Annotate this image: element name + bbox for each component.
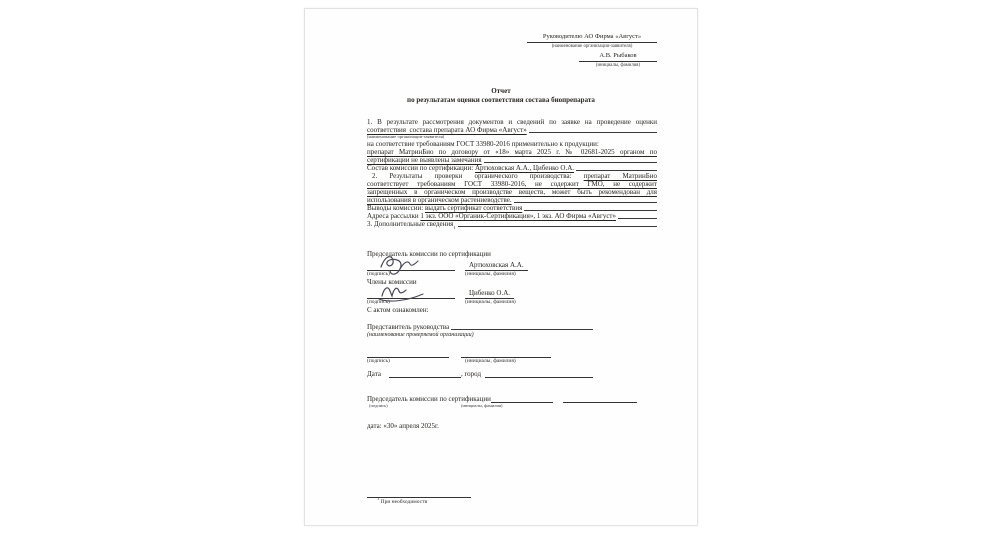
body-line	[367, 212, 657, 220]
footnote-sup: 1	[377, 496, 380, 502]
signature-line	[367, 269, 455, 271]
name-hint: (инициалы, фамилия)	[461, 403, 503, 408]
signature-line	[367, 297, 455, 299]
org-checked-hint: (наименование проверяемой организации)	[367, 332, 474, 338]
blank-underline	[529, 132, 657, 133]
blank-underline	[451, 329, 593, 330]
name-line	[461, 348, 551, 358]
signature-blank	[491, 394, 553, 403]
addressee-hint: (наименование организации-заявителя)	[551, 44, 633, 49]
final-chair-label: Председатель комиссии по сертификации	[367, 395, 491, 403]
body-line	[367, 148, 657, 156]
body-line	[367, 156, 657, 164]
members-label: Члены комиссии	[367, 278, 417, 286]
final-chair-row	[367, 394, 669, 403]
body-line	[367, 172, 657, 180]
body-underlined-text: запрещенных в органическом производстве веществ, может быть рекомендован для	[367, 188, 657, 196]
body-line	[367, 188, 657, 196]
commission-signature-block	[367, 250, 657, 314]
date-blank	[389, 369, 461, 378]
sign-hint: (подпись)	[367, 358, 390, 364]
footnote-label: При необходимости	[380, 499, 428, 505]
blank-underline	[576, 170, 657, 171]
document-title	[305, 87, 697, 105]
body-line	[367, 164, 657, 172]
city-blank	[485, 369, 593, 378]
addressee-signer-name: А.В. Рыбаков	[579, 52, 657, 62]
body-underlined-text: препарат МатринБио по договору от «18» марта 2025 г. № 02681-2025 органом по	[367, 148, 657, 156]
name-hint: (инициалы, фамилия)	[465, 299, 516, 305]
handwritten-signature-icon	[377, 252, 429, 276]
footnote-block	[367, 497, 657, 506]
representative-block	[367, 323, 657, 365]
date-city-row	[367, 369, 657, 378]
sign-hint: (подпись)	[369, 403, 388, 408]
body-underlined-text: сертификации не выявлены замечания	[367, 156, 482, 164]
body-label: 3. Дополнительные сведения	[367, 220, 454, 228]
final-chair-block	[367, 394, 669, 430]
body-underlined-text: соответствует требованиям ГОСТ 33980-2016, не содержит ГМО, не содержит	[367, 180, 657, 188]
chair-signature-row	[367, 258, 657, 271]
blank-underline	[618, 218, 657, 219]
final-hints	[367, 403, 669, 409]
body-line	[367, 180, 657, 188]
body-line: на соответствие требованиям ГОСТ 33980-2016 применительно к продукции:	[367, 140, 599, 148]
body-label: Адреса рассылки	[367, 212, 421, 220]
blank-underline	[484, 162, 657, 163]
body-line	[367, 126, 657, 134]
body-underlined-text: использования в органическом растениеводстве.	[367, 196, 512, 204]
body-underlined-text: соответствия состава препарата АО Фирма «Август»	[367, 126, 527, 134]
handwritten-signature-icon	[377, 282, 429, 304]
chair-label: Председатель комиссии по сертификации	[367, 250, 491, 258]
document-page	[304, 8, 698, 526]
body-label: Выводы комиссии:	[367, 204, 425, 212]
member-name: Цибенко О.А.	[465, 289, 514, 299]
name-hint: (инициалы, фамилия)	[465, 358, 516, 364]
signature-line	[367, 348, 449, 358]
org-hint: (наименование организации-заявителя)	[367, 134, 445, 139]
body-label: 2. Результаты проверки органического производства:	[372, 172, 584, 180]
addressee-block	[527, 33, 657, 69]
commission-members-value: Артюховская А.А., Цибенко О.А.	[474, 164, 575, 172]
addressee-line: Руководителю АО Фирма «Август»	[527, 33, 657, 43]
body-line	[367, 196, 657, 204]
footnote-text	[367, 498, 657, 506]
body-line: 1. В результате рассмотрения документов и сведений по заявке на проведение оценки	[367, 118, 657, 126]
title-line1: Отчет	[491, 87, 511, 95]
conclusion-value: выдать сертификат соответствия	[424, 204, 523, 212]
document-body	[367, 118, 657, 228]
blank-underline	[514, 202, 657, 203]
signature-hints	[367, 358, 657, 365]
blank-underline	[524, 210, 657, 211]
blank-underline	[458, 226, 657, 227]
body-line: 3. Дополнительные сведения 1	[367, 220, 657, 228]
body-underlined-text: препарат МатринБио	[583, 172, 657, 180]
distribution-value: 1 экз. ООО «Органик-Сертификация», 1 экз. АО Фирма «Август»	[420, 212, 616, 220]
body-line	[367, 204, 657, 212]
representative-label: Представитель руководства	[367, 323, 450, 331]
sign-hint: (подпись)	[367, 271, 390, 277]
representative-row	[367, 323, 657, 331]
body-label: Состав комиссии по сертификации:	[367, 164, 475, 172]
sign-hint: (подпись)	[367, 299, 390, 305]
chair-name: Артюховская А.А.	[465, 261, 528, 271]
name-hint: (инициалы, фамилия)	[465, 271, 516, 277]
final-date: дата: «30» апреля 2025г.	[367, 422, 439, 430]
representative-signature-row	[367, 348, 657, 358]
date-city-block	[367, 369, 657, 378]
member-signature-row	[367, 286, 657, 299]
city-label: , город	[460, 370, 482, 378]
title-line2: по результатам оценки соответствия состава биопрепарата	[407, 96, 595, 104]
name-blank	[563, 394, 637, 403]
addressee-signer-hint: (инициалы, фамилия)	[595, 63, 641, 68]
acknowledged-label: С актом ознакомлен:	[367, 306, 429, 314]
date-label: Дата	[367, 370, 381, 378]
